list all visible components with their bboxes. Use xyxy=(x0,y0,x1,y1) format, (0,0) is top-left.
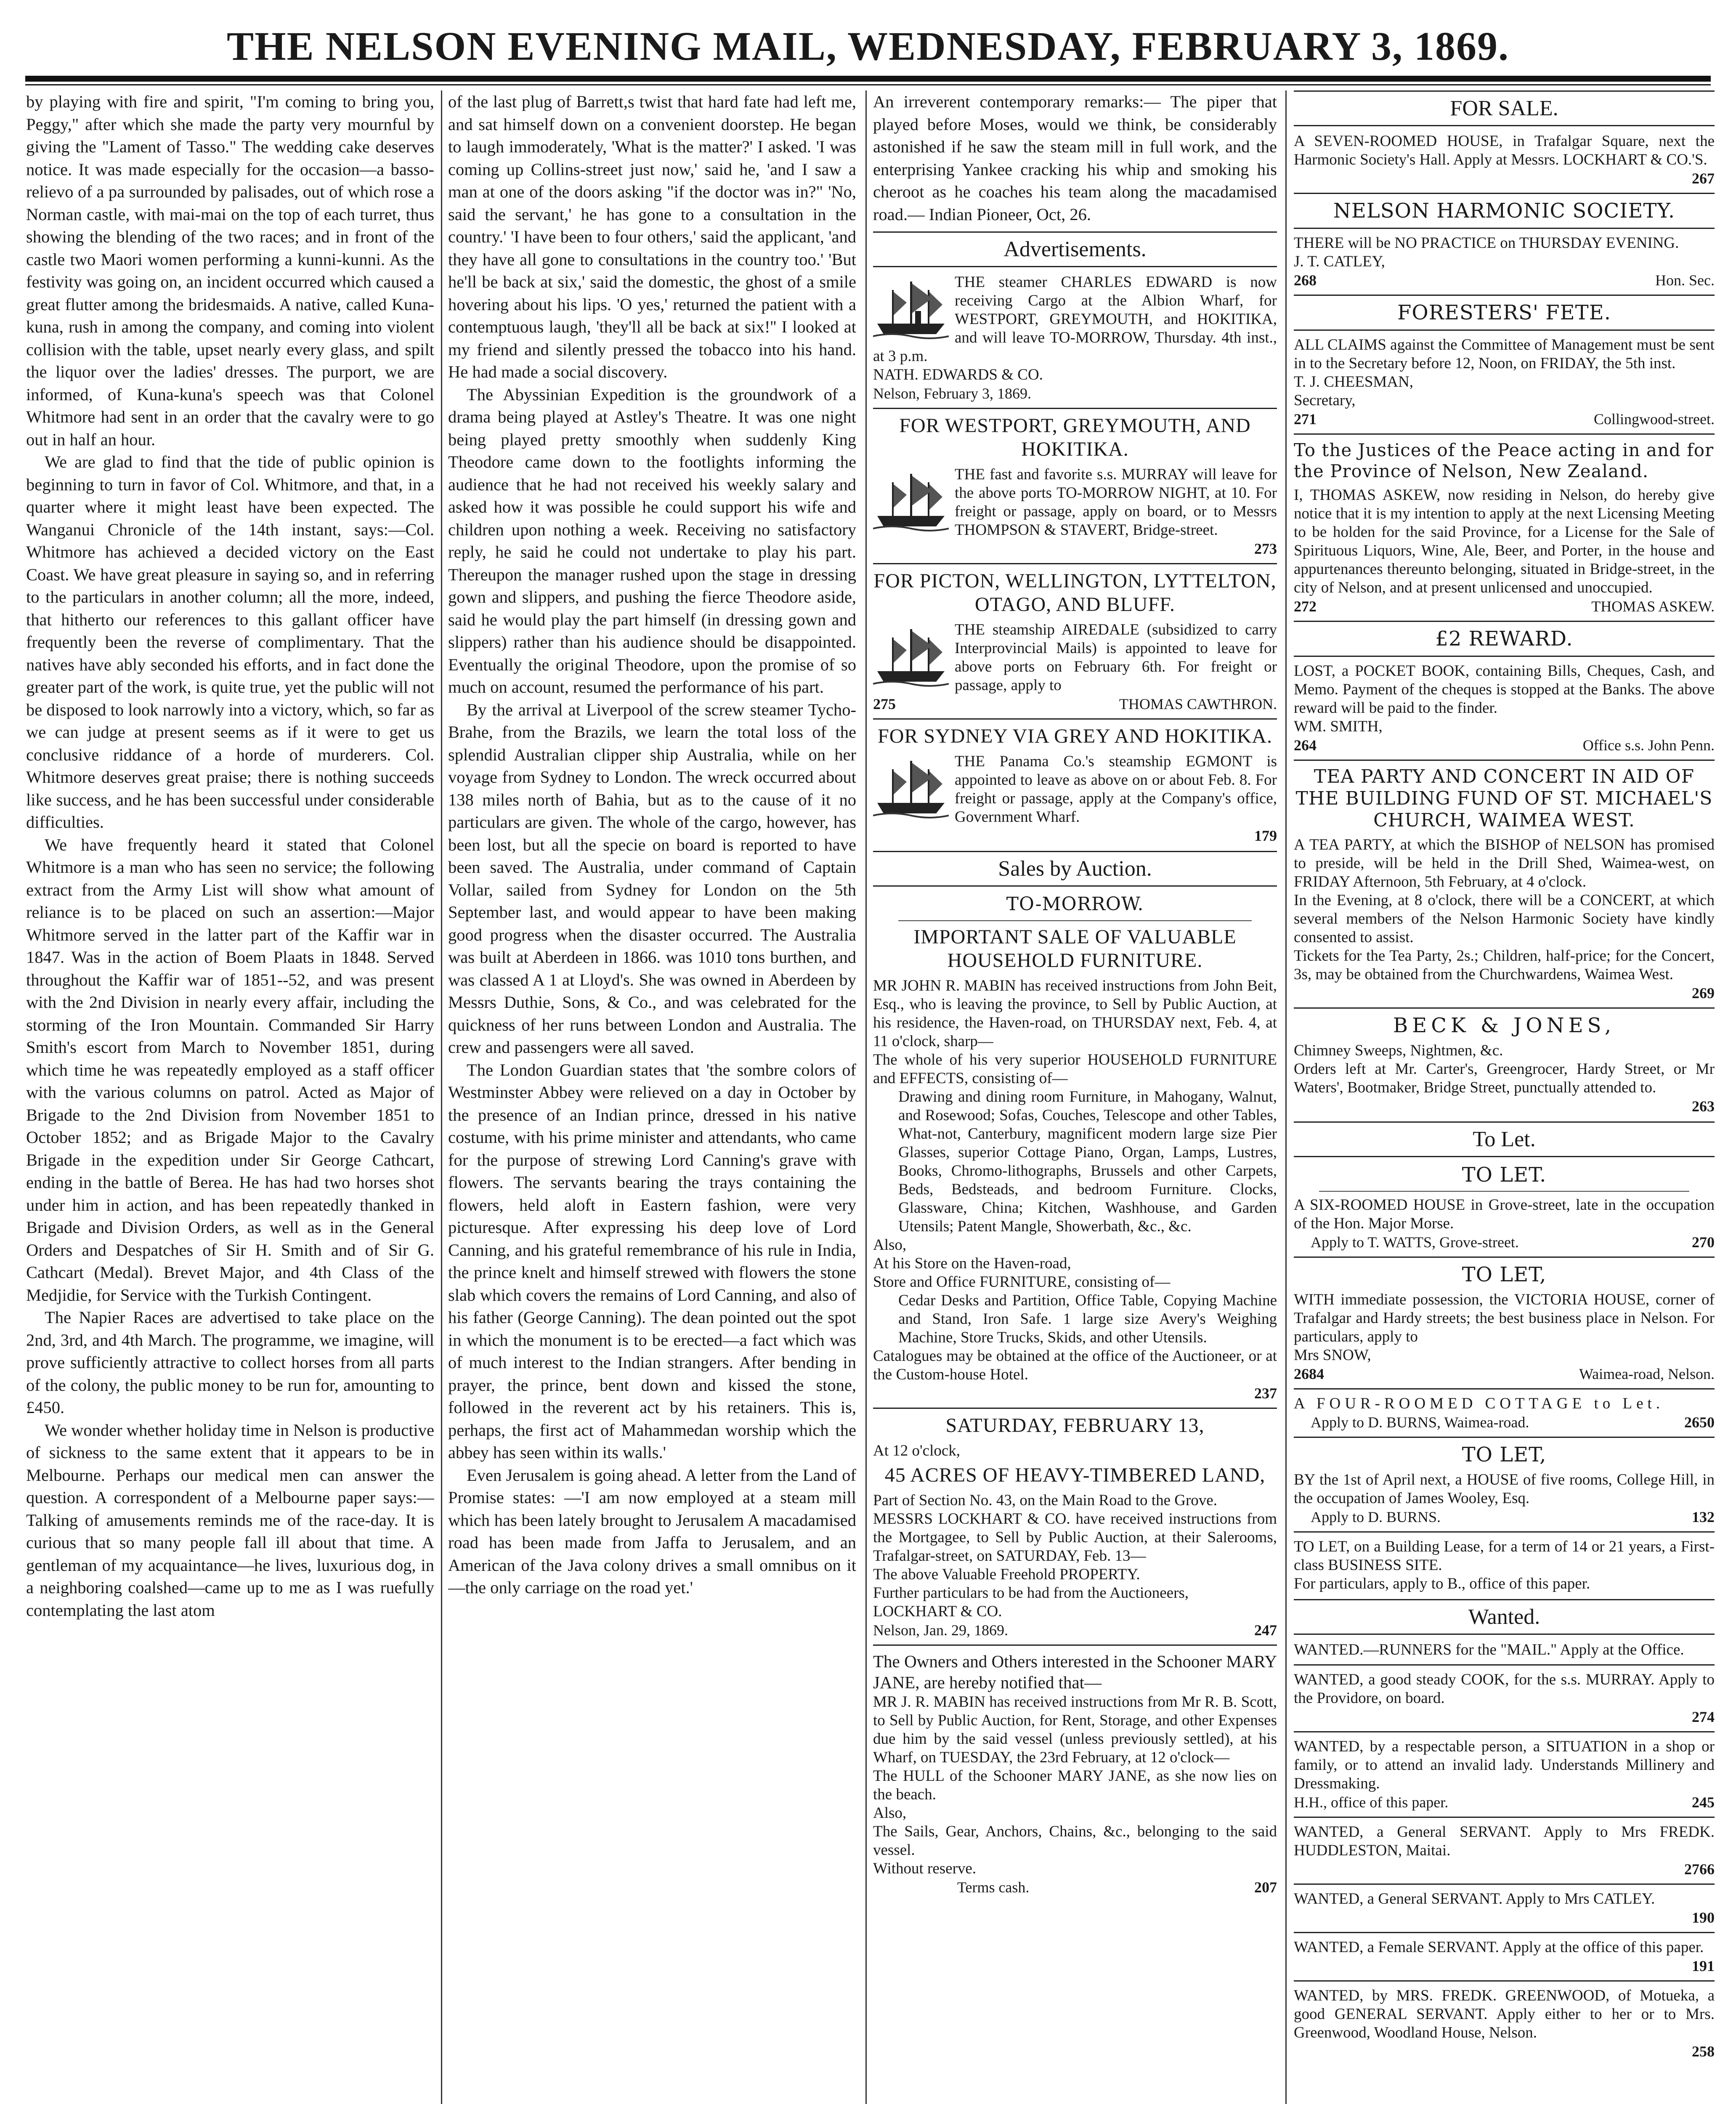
article-paragraph: We wonder whether holiday time in Nelson is productive of sickness to the same extent that it appears to be in Melbourne. Perhaps our medical men can answer the question. A correspondent of a Melbourne paper says:—Talking of amusements reminds me of the race-day. It is curious that so many people fall ill about that time. A gentleman of my acquaintance—he lives, luxurious dog, in a neighboring coalshed—came up to me as I was ruefully contemplating the last atom xyxy=(26,1420,434,1620)
advert-heading: FOR SYDNEY VIA GREY AND HOKITIKA. xyxy=(878,725,1272,747)
column-4 xyxy=(1294,90,1715,2104)
advert-text: A TEA PARTY, at which the BISHOP of NELSON has promised to preside, will be held in the Drill Shed, Waimea-west, on FRIDAY Afternoon, 5th February, at 4 o'clock. xyxy=(1294,836,1715,890)
advert-harmonic xyxy=(1294,234,1715,290)
advert-signature: THOMAS ASKEW. xyxy=(1591,598,1715,615)
advert-number: 258 xyxy=(1692,2043,1715,2060)
advert-text: MESSRS LOCKHART & CO. have received instructions from the Mortgagee, to Sell by Public Auction, at their Salerooms, Trafalgar-street, on SATURDAY, Feb. 13— xyxy=(873,1510,1277,1565)
advert-number: 267 xyxy=(1692,170,1715,187)
advert-furniture-sale xyxy=(873,925,1277,1403)
advert-heading: TO LET, xyxy=(1462,1443,1547,1466)
advert-text: ALL CLAIMS against the Committee of Management must be sent in to the Secretary before 12, Noon, on FRIDAY, the 5th inst. xyxy=(1294,336,1715,372)
divider xyxy=(873,1644,1277,1646)
advert-apply: Apply to D. BURNS, Waimea-road. xyxy=(1311,1414,1529,1431)
advert-text: For particulars, apply to B., office of this paper. xyxy=(1294,1575,1590,1592)
advert-heading: FOR PICTON, WELLINGTON, LYTTELTON, OTAGO, AND BLUFF. xyxy=(873,570,1277,616)
divider xyxy=(873,1408,1277,1409)
advert-text: WANTED, a General SERVANT. Apply to Mrs FREDK. HUDDLESTON, Maitai. xyxy=(1294,1823,1715,1859)
advert-text: Tickets for the Tea Party, 2s.; Children, half-price; for the Concert, 3s, may be obtained from the Churchwardens, Waimea West. xyxy=(1294,947,1715,983)
advert-egmont xyxy=(873,725,1277,845)
article-paragraph: The Abyssinian Expedition is the groundwork of a drama being played at Astley's Theatre. It was one night being played pretty smoothly when suddenly King Theodore came down to the footlights informing the audience that he had not received his weekly salary and asked how it was possible he could support his wife and children upon nothing a week. Receiving no satisfactory reply, he said he could not undertake to play his part. Thereupon the manager rushed upon the stage in dressing gown and slippers, and pushing the fierce Theodore aside, said he would play the part himself (in dressing gown and slippers) rather than his audience should be disappointed. Eventually the original Theodore, upon the promise of so much on account, resumed the performance of his part. xyxy=(448,385,856,696)
advert-number: 270 xyxy=(1692,1234,1715,1251)
divider xyxy=(873,563,1277,564)
advert-wanted-female-servant xyxy=(1294,1938,1715,1975)
advert-text: THE Panama Co.'s steamship EGMONT is appointed to leave as above on or about Feb. 8. For freight or passage, apply at the Company's office, Government Wharf. xyxy=(955,753,1277,826)
article-paragraph: by playing with fire and spirit, "I'm coming to bring you, Peggy," after which she made the party very mournful by giving the "Lament of Tasso." The wedding cake deserves notice. It was made especially for the occasion—a basso-relievo of a pa surrounded by palisades, out of which rose a Norman castle, with mai-mai on the top of each turret, thus showing the blending of the two races; and in front of the castle two Maori women performing a kunni-kunni. As the festivity was going on, an incident occurred which caused a great flutter among the bridesmaids. A native, called Kuna-kuna, rush in among the company, and coming into violent collision with the table, upset nearly every glass, and spilt the liquor over the ladies' dresses. The purport, we are informed, of Kuna-kuna's speech was that Colonel Whitmore had sent in an order that the cavalry were to go out in half an hour. xyxy=(26,92,434,449)
advert-number: 207 xyxy=(1254,1879,1277,1896)
advert-heading: To the Justices of the Peace acting in and for the Province of Nelson, New Zealand. xyxy=(1294,440,1714,481)
column-divider xyxy=(1285,90,1287,2104)
advert-text: At his Store on the Haven-road, xyxy=(873,1255,1071,1272)
advert-number: 2650 xyxy=(1684,1414,1715,1431)
advert-college-hill xyxy=(1294,1471,1715,1526)
advert-text: TO LET, on a Building Lease, for a term of 14 or 21 years, a First-class BUSINESS SITE. xyxy=(1294,1538,1715,1574)
advert-address: Waimea-road, Nelson. xyxy=(1579,1365,1715,1382)
advert-role: Hon. Sec. xyxy=(1655,272,1715,289)
newspaper-title: THE NELSON EVENING MAIL, WEDNESDAY, FEBRUARY 3, 1869. xyxy=(226,24,1510,69)
section-header-wanted: Wanted. xyxy=(1294,1599,1715,1635)
advert-mary-jane xyxy=(873,1651,1277,1897)
advert-number: 245 xyxy=(1692,1794,1715,1811)
advert-text: MR J. R. MABIN has received instructions from Mr R. B. Scott, to Sell by Public Auction, for Rent, Storage, and other Expenses due him by the said vessel (unless previously settled), at his Wharf, on TUESDAY, the 23rd February, at 12 o'clock— xyxy=(873,1693,1277,1766)
sale-day: TO-MORROW. xyxy=(1006,893,1144,915)
advert-number: 274 xyxy=(1692,1708,1715,1725)
advert-text: Catalogues may be obtained at the office of the Auctioneer, or at the Custom-house Hotel. xyxy=(873,1347,1277,1383)
column-divider xyxy=(441,90,442,2104)
advert-number: 271 xyxy=(1294,411,1317,428)
advert-murray xyxy=(873,414,1277,558)
advert-wanted-greenwood xyxy=(1294,1987,1715,2061)
advert-number: 191 xyxy=(1692,1958,1715,1974)
advert-text: WANTED, by MRS. FREDK. GREENWOOD, of Motueka, a good GENERAL SERVANT. Apply either to her or to Mrs. Greenwood, Woodland House, Nelson. xyxy=(1294,1987,1715,2041)
advert-text: WANTED, a good steady COOK, for the s.s. MURRAY. Apply to the Providore, on board. xyxy=(1294,1671,1715,1707)
advert-text: Orders left at Mr. Carter's, Greengrocer, Hardy Street, or Mr Waters', Bootmaker, Bridge Street, punctually attended to. xyxy=(1294,1060,1715,1096)
advert-signature: THOMAS CAWTHRON. xyxy=(1119,696,1277,712)
advert-text: BY the 1st of April next, a HOUSE of five rooms, College Hill, in the occupation of James Wooley, Esq. xyxy=(1294,1471,1715,1507)
advert-text: Store and Office FURNITURE, consisting of— xyxy=(873,1273,1171,1291)
advert-wanted-cook xyxy=(1294,1671,1715,1726)
advert-date: Nelson, Jan. 29, 1869. xyxy=(873,1622,1008,1639)
advert-number: 263 xyxy=(1692,1098,1715,1115)
advert-signature: WM. SMITH, xyxy=(1294,718,1383,735)
advert-charles-edward xyxy=(873,273,1277,403)
steamship-icon xyxy=(873,273,949,345)
advert-text: The whole of his very superior HOUSEHOLD FURNITURE and EFFECTS, consisting of— xyxy=(873,1051,1277,1087)
advert-text: WITH immediate possession, the VICTORIA HOUSE, corner of Trafalgar and Hardy streets; the best business place in Nelson. For particulars, apply to xyxy=(1294,1291,1715,1345)
advert-address: Office s.s. John Penn. xyxy=(1582,737,1715,754)
advert-heading: BECK & JONES, xyxy=(1393,1014,1616,1037)
advert-address: Collingwood-street. xyxy=(1594,411,1715,428)
advert-number: 275 xyxy=(873,696,896,712)
advert-beck-jones xyxy=(1294,1041,1715,1116)
article-paragraph: Even Jerusalem is going ahead. A letter from the Land of Promise states: —'I am now employed at a steam mill which has been lately brought to Jerusalem A macadamised road has been made from Jaffa to Jerusalem, and an American of the Java colony drives a small omnibus on it—the only carriage on the road yet.' xyxy=(448,1465,856,1597)
advert-heading: £2 REWARD. xyxy=(1435,627,1573,651)
advert-wanted-runners xyxy=(1294,1641,1715,1659)
advert-text: H.H., office of this paper. xyxy=(1294,1794,1449,1811)
column-1 xyxy=(26,90,434,2104)
advert-text: Part of Section No. 43, on the Main Road to the Grove. xyxy=(873,1492,1217,1509)
advert-text: THE steamship AIREDALE (subsidized to carry Interprovincial Mails) is appointed to leave for above ports on February 6th. For freight or passage, apply to xyxy=(955,621,1277,694)
advert-text: A SIX-ROOMED HOUSE in Grove-street, late in the occupation of the Hon. Major Morse. xyxy=(1294,1196,1715,1232)
advert-text: WANTED, a General SERVANT. Apply to Mrs CATLEY. xyxy=(1294,1890,1655,1907)
advert-heading: TO LET, xyxy=(1462,1263,1547,1286)
advert-signature: NATH. EDWARDS & CO. xyxy=(873,366,1043,383)
advert-text: WANTED, a Female SERVANT. Apply at the office of this paper. xyxy=(1294,1939,1704,1956)
advert-number: 272 xyxy=(1294,598,1317,615)
column-divider xyxy=(865,90,867,2104)
advert-house-sale xyxy=(1294,132,1715,188)
article-paragraph: An irreverent contemporary remarks:— The piper that played before Moses, would we think, be considerably astonished if he saw the steam mill in full work, and the enterprising Yankee cracking his whip and smoking his cheroot as he coaches his team along the macadamised road.— Indian Pioneer, Oct, 26. xyxy=(873,92,1277,224)
advert-text: WANTED, by a respectable person, a SITUATION in a shop or family, or to attend an invalid lady. Understands Millinery and Dressmaking. xyxy=(1294,1738,1715,1792)
advert-heading: FOR WESTPORT, GREYMOUTH, AND HOKITIKA. xyxy=(899,414,1251,460)
advert-wanted-servant-catley xyxy=(1294,1890,1715,1927)
masthead-rule-thin xyxy=(25,84,1711,85)
steamship-icon xyxy=(873,621,949,692)
advert-signature: LOCKHART & CO. xyxy=(873,1603,1002,1620)
advert-number: 268 xyxy=(1294,272,1317,289)
advert-heading: TEA PARTY AND CONCERT IN AID OF THE BUILDING FUND OF ST. MICHAEL'S CHURCH, WAIMEA WEST. xyxy=(1295,766,1713,831)
section-header-for-sale: FOR SALE. xyxy=(1294,90,1715,126)
advert-text: A SEVEN-ROOMED HOUSE, in Trafalgar Square, next the Harmonic Society's Hall. Apply at Messrs. LOCKHART & CO.'S. xyxy=(1294,133,1715,168)
advert-date-heading: SATURDAY, FEBRUARY 13, xyxy=(945,1414,1205,1437)
advert-number: 269 xyxy=(1692,985,1715,1002)
advert-heading: TO LET. xyxy=(1462,1163,1547,1187)
section-header-to-let: To Let. xyxy=(1294,1121,1715,1157)
advert-signature: Mrs SNOW, xyxy=(1294,1347,1371,1364)
advert-tea-party xyxy=(1294,836,1715,1002)
advert-number: 2684 xyxy=(1294,1365,1324,1382)
advert-heading: FORESTERS' FETE. xyxy=(1397,301,1611,324)
advert-number: 190 xyxy=(1692,1909,1715,1926)
advert-text: THERE will be NO PRACTICE on THURSDAY EVENING. xyxy=(1294,234,1679,252)
advert-date: Nelson, February 3, 1869. xyxy=(873,385,1031,402)
article-paragraph: The Napier Races are advertised to take place on the 2nd, 3rd, and 4th March. The programme, we imagine, will prove sufficiently attractive to collect horses from all parts of the colony, the public money to be run for, amounting to £450. xyxy=(26,1308,434,1417)
advert-reward xyxy=(1294,662,1715,754)
section-header-sales: Sales by Auction. xyxy=(873,851,1277,887)
advert-heading: 45 ACRES OF HEAVY-TIMBERED LAND, xyxy=(884,1464,1266,1486)
advert-foresters xyxy=(1294,336,1715,428)
advert-license xyxy=(1294,486,1715,616)
advert-text: MR JOHN R. MABIN has received instructions from John Beit, Esq., who is leaving the province, to Sell by Public Auction, at his residence, the Haven-road, on THURSDAY next, Feb. 4, at 11 o'clock, sharp— xyxy=(873,977,1277,1050)
column-3 xyxy=(873,90,1277,2104)
advert-text: The Sails, Gear, Anchors, Chains, &c., belonging to the said vessel. xyxy=(873,1823,1277,1859)
advert-text: In the Evening, at 8 o'clock, there will be a CONCERT, at which several members of the Nelson Harmonic Society have kindly consented to assist. xyxy=(1294,892,1715,946)
advert-airedale xyxy=(873,569,1277,713)
advert-text: Cedar Desks and Partition, Office Table, Copying Machine and Stand, Iron Safe. 1 large size Avery's Weighing Machine, Store Trucks, Skids, and other Utensils. xyxy=(898,1292,1277,1346)
advert-text: Drawing and dining room Furniture, in Mahogany, Walnut, and Rosewood; Sofas, Couches, Telescope and other Tables, What-not, Canterbury, magnificent modern large size Pier Glasses, superior Cottage Piano, Organ, Lamps, Lustres, Books, Chromo-lithographs, Brussels and other Carpets, Beds, Bedsteads, and bedroom Furniture. Clocks, Glassware, China; Kitchen, Washhouse, and Garden Utensils; Patent Mangle, Showerbath, &c., &c. xyxy=(898,1088,1277,1235)
advert-text: Also, xyxy=(873,1804,907,1822)
advert-land-sale xyxy=(873,1414,1277,1639)
masthead-rule xyxy=(25,76,1711,82)
advert-heading: IMPORTANT SALE OF VALUABLE HOUSEHOLD FURNITURE. xyxy=(913,926,1237,972)
advert-number: 264 xyxy=(1294,737,1317,754)
advert-text: Further particulars to be had from the Auctioneers, xyxy=(873,1584,1189,1602)
advert-number: 132 xyxy=(1692,1509,1715,1525)
advert-wanted-situation xyxy=(1294,1737,1715,1812)
column-2 xyxy=(448,90,856,2104)
advert-terms: Terms cash. xyxy=(957,1879,1030,1896)
masthead xyxy=(25,13,1711,84)
advert-signature: J. T. CATLEY, xyxy=(1294,253,1385,270)
advert-subheading: Chimney Sweeps, Nightmen, &c. xyxy=(1294,1042,1503,1059)
advert-number: 247 xyxy=(1254,1622,1277,1639)
advert-text: The Owners and Others interested in the Schooner MARY JANE, are hereby notified that— xyxy=(873,1652,1277,1692)
advert-text: LOST, a POCKET BOOK, containing Bills, Cheques, Cash, and Memo. Payment of the cheques is stopped at the Banks. The above reward will be paid to the finder. xyxy=(1294,662,1715,717)
section-header-advertisements: Advertisements. xyxy=(873,231,1277,267)
advert-text: I, THOMAS ASKEW, now residing in Nelson, do hereby give notice that it is my intention to apply at the next Licensing Meeting to be holden for the said Province, for a License for the Sale of Spirituous Liquors, Wine, Ale, Beer, and Porter, in the house and appurtenances thereunto belonging, situated in Bridge-street, in the city of Nelson, and at present unlicensed and unoccupied. xyxy=(1294,486,1715,596)
steamship-icon xyxy=(873,752,949,824)
article-paragraph: We have frequently heard it stated that Colonel Whitmore is a man who has seen no service; the following extract from the Army List will show what amount of reliance is to be placed on such an assertion:—Major Whitmore served in the latter part of the Kaffir war in 1847. Was in the action of Boem Plaats in 1848. Served throughout the Kaffir war of 1851--52, and was present with the 2nd Division in nearly every affair, including the storming of the Iron Mountain. Commanded Sir Harry Smith's escort from March to November 1851, during which time he was repeatedly employed as a staff officer with the various columns on patrol. Acted as Major of Brigade to the 2nd Division from November 1851 to October 1852; and as Brigade Major to the Cavalry Brigade in the expedition under Sir George Cathcart, ending in the battle of Berea. He has had two horses shot under him in action, and has been repeatedly thanked in Brigade and Division Orders, as well as in the General Orders and Despatches of Sir H. Smith and of Sir G. Cathcart (Medal). Brevet Major, and 4th Class of the Medjidie, for Service with the Turkish Contingent. xyxy=(26,835,434,1304)
advert-number: 2766 xyxy=(1684,1861,1715,1878)
advert-number: 273 xyxy=(1254,540,1277,557)
advert-text: Without reserve. xyxy=(873,1860,977,1877)
divider xyxy=(873,408,1277,409)
article-paragraph: The London Guardian states that 'the sombre colors of Westminster Abbey were relieved on a day in October by the presence of an Indian prince, dressed in his native costume, with his prime minister and attendants, who came for the purpose of strewing Lord Canning's grave with flowers. The servants bearing the trays containing the flowers, held aloft in Eastern fashion, were very picturesque. After expressing his deep love of Lord Canning, and his grateful remembrance of his rule in India, the prince knelt and himself strewed with flowers the stone slab which covers the remains of Lord Canning, and also of his father (George Canning). The dean pointed out the spot in which the monument is to be erected—a fact which was of much interest to the Indian strangers. After bending in prayer, the prince, bent down and kissed the stone, followed in the reverent act by his retainers. This is, perhaps, the first act of Mahammedan worship which the abbey has seen within its walls.' xyxy=(448,1060,856,1462)
article-paragraph: of the last plug of Barrett,s twist that hard fate had left me, and sat himself down on a convenient doorstep. He began to laugh immoderately, 'What is the matter?' I asked. 'I was coming up Collins-street just now,' said he, 'and I saw a man at one of the doors asking "if the doctor was in?" 'No, said the servant,' he has gone to a consultation in the country.' 'I have been to four others,' said the applicant, 'and they have all gone to consultations in the country too.' 'But he'll be back at six,' said the domestic, the ghost of a smile hovering about his lips. 'O yes,' returned the patient with a contemptuous laugh, 'they'll all be back at six!'' I looked at my friend and silently pressed the tobacco into his hand. He had made a social discovery. xyxy=(448,92,856,381)
advert-signature: T. J. CHEESMAN, xyxy=(1294,373,1414,391)
advert-text: WANTED.—RUNNERS for the "MAIL." Apply at the Office. xyxy=(1294,1641,1684,1658)
divider xyxy=(873,718,1277,720)
advert-number: 237 xyxy=(1254,1385,1277,1402)
advert-text: The above Valuable Freehold PROPERTY. xyxy=(873,1566,1140,1583)
advert-grove-house xyxy=(1294,1196,1715,1251)
advert-number: 179 xyxy=(1254,827,1277,844)
advert-business-site xyxy=(1294,1538,1715,1593)
advert-heading: NELSON HARMONIC SOCIETY. xyxy=(1333,199,1675,223)
advert-text: Also, xyxy=(873,1236,907,1254)
advert-text: The HULL of the Schooner MARY JANE, as she now lies on the beach. xyxy=(873,1767,1277,1803)
advert-text: THE fast and favorite s.s. MURRAY will leave for the above ports TO-MORROW NIGHT, at 10. For freight or passage, apply on board, or to Messrs THOMPSON & STAVERT, Bridge-street. xyxy=(955,466,1277,539)
article-paragraph: By the arrival at Liverpool of the screw steamer Tycho-Brahe, from the Brazils, we learn the total loss of the splendid Australian clipper ship Australia, while on her voyage from Sydney to London. The wreck occurred about 138 miles north of Bahia, but as to the cause of it no particulars are given. The whole of the cargo, however, has been lost, but all the specie on board is reported to have been saved. The Australia, under command of Captain Vollar, sailed from Sydney for London on the 5th September last, and would appear to have been making good progress when the disaster occurred. The Australia was built at Aberdeen in 1866. was 1010 tons burthen, and was classed A 1 at Lloyd's. She was owned in Aberdeen by Messrs Duthie, Sons, & Co., and was celebrated for the quickness of her runs between London and Australia. The crew and passengers were all saved. xyxy=(448,700,856,1057)
steamship-icon xyxy=(873,465,949,537)
advert-apply: Apply to D. BURNS. xyxy=(1311,1509,1441,1525)
advert-wanted-servant-huddleston xyxy=(1294,1823,1715,1878)
advert-time: At 12 o'clock, xyxy=(873,1442,961,1459)
advert-text: A FOUR-ROOMED COTTAGE to Let. xyxy=(1294,1395,1664,1412)
advert-cottage xyxy=(1294,1395,1715,1432)
advert-text: THE steamer CHARLES EDWARD is now receiving Cargo at the Albion Wharf, for WESTPORT, GREYMOUTH, and HOKITIKA, and will leave TO-MORROW, Thursday. 4th inst., at 3 p.m. xyxy=(873,274,1277,365)
advert-apply: Apply to T. WATTS, Grove-street. xyxy=(1311,1234,1519,1251)
advert-role: Secretary, xyxy=(1294,392,1356,409)
advert-victoria-house xyxy=(1294,1291,1715,1383)
article-paragraph: We are glad to find that the tide of public opinion is beginning to turn in favor of Col. Whitmore, and that, in a quarter where it might least have been expected. The Wanganui Chronicle of the 14th instant, says:—Col. Whitmore has achieved a decided victory on the East Coast. We have great pleasure in saying so, and in referring to the particulars in another column; all the more, indeed, that hitherto our references to this gallant officer have frequently been the reverse of complimentary. That the natives have ably seconded his efforts, and in fact done the greater part of the work, is quite true, yet the public will not be disposed to look narrowly into a victory, which, so far as we can judge at present seems as if it were to get us conclusive riddance of a horde of murderers. Col. Whitmore deserves great praise; there is nothing succeeds like success, and he has been successful under considerable difficulties. xyxy=(26,452,434,832)
